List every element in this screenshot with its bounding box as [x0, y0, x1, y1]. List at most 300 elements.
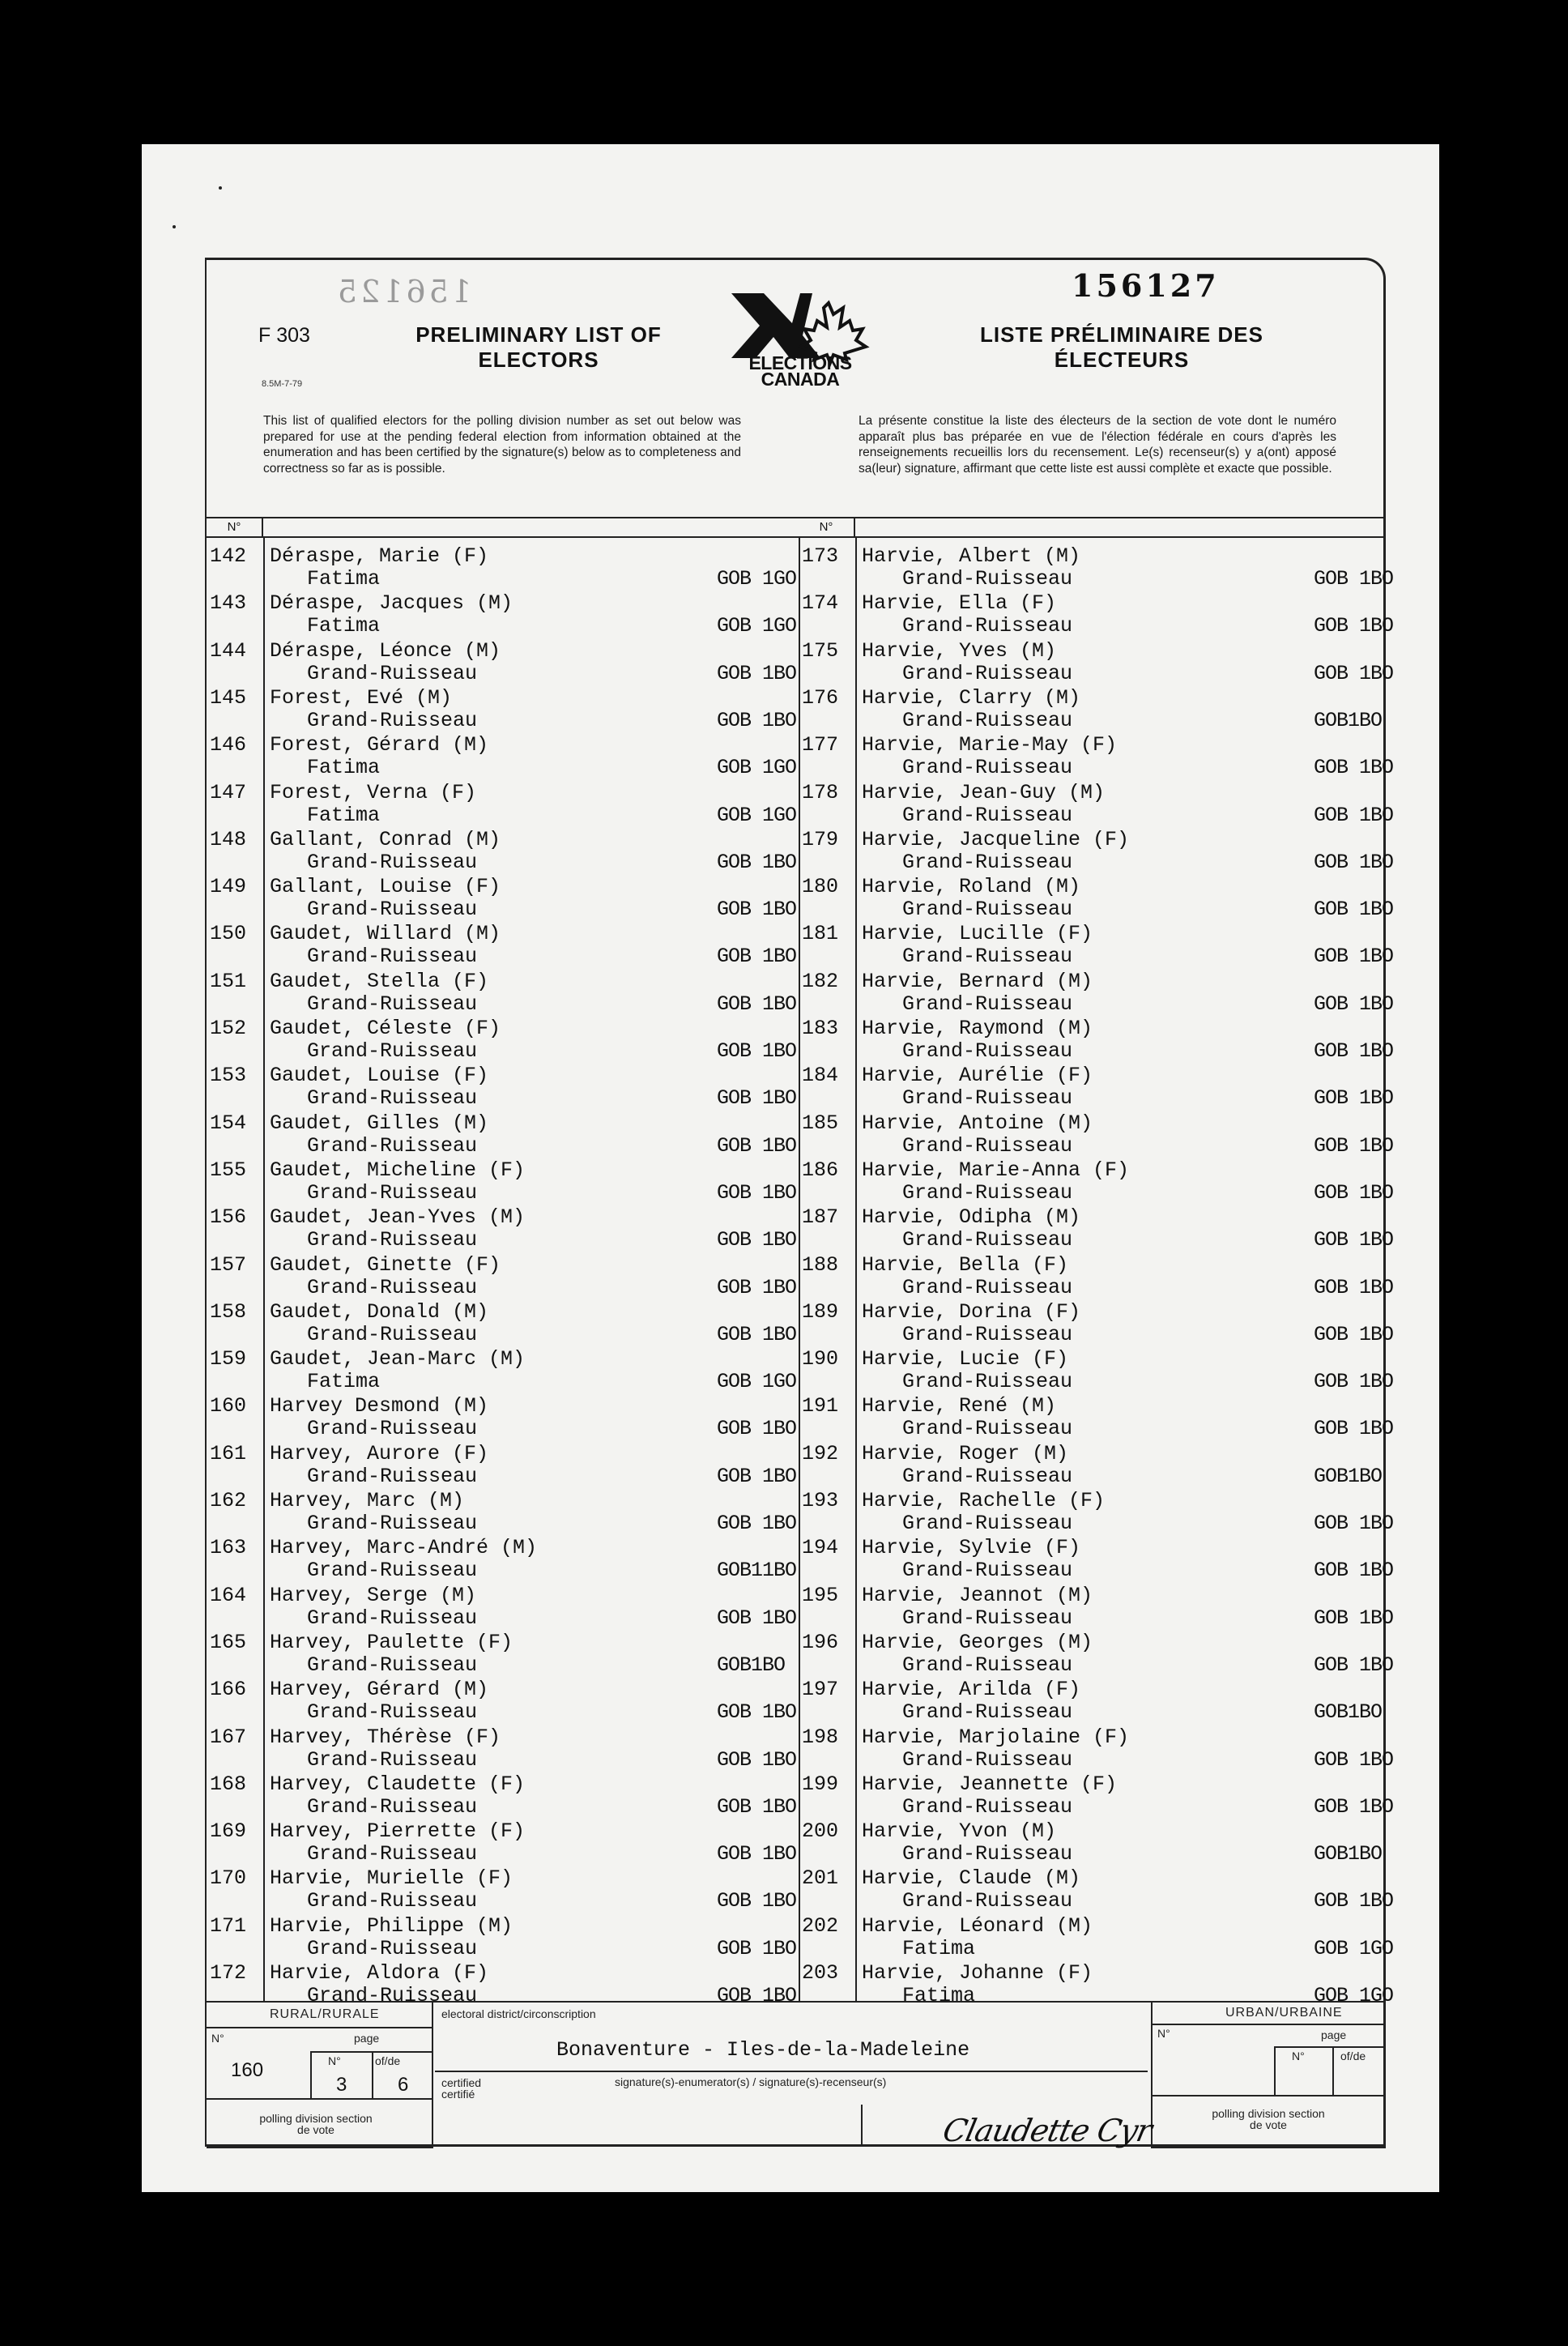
- elector-name: Gaudet, Céleste (F): [270, 1017, 501, 1040]
- elector-locality: Grand-Ruisseau: [902, 1322, 1073, 1346]
- postal-code: GOB 1BO: [717, 1936, 797, 1960]
- elector-number: 194: [802, 1536, 839, 1560]
- elector-locality: Grand-Ruisseau: [307, 1039, 478, 1063]
- postal-code: GOB 1BO: [1314, 1370, 1394, 1394]
- postal-code: GOB 1BO: [717, 1133, 797, 1158]
- elector-locality: Grand-Ruisseau: [902, 661, 1073, 685]
- elector-locality: Grand-Ruisseau: [902, 1842, 1073, 1866]
- elector-locality: Grand-Ruisseau: [902, 614, 1073, 638]
- elector-number: 192: [802, 1441, 839, 1465]
- serial-number: 156127: [1072, 267, 1220, 304]
- elector-number: 200: [802, 1819, 839, 1844]
- elector-number: 196: [802, 1630, 839, 1654]
- postal-code: GOB1BO: [1314, 1842, 1383, 1866]
- elector-number: 179: [802, 827, 839, 851]
- elector-name: Déraspe, Jacques (M): [270, 591, 513, 616]
- rural-page-divider: [372, 2051, 373, 2100]
- enumerator-signature: Claudette Cyr: [940, 2113, 1155, 2148]
- postal-code: GOB 1BO: [717, 1086, 797, 1111]
- elector-name: Harvie, Johanne (F): [862, 1961, 1093, 1985]
- elector-locality: Grand-Ruisseau: [902, 1228, 1073, 1252]
- elector-locality: Grand-Ruisseau: [307, 1606, 478, 1630]
- elector-locality: Grand-Ruisseau: [902, 1747, 1073, 1772]
- elector-number: 189: [802, 1299, 839, 1324]
- elector-row: [799, 1158, 1394, 1205]
- elector-number: 148: [210, 827, 247, 851]
- rural-page-of-label: of/de: [375, 2054, 401, 2067]
- rural-page-no-label: N°: [328, 2054, 341, 2067]
- elector-number: 174: [802, 591, 839, 616]
- rural-no-label: N°: [211, 2032, 224, 2045]
- elector-name: Harvey Desmond (M): [270, 1394, 489, 1418]
- elector-number: 164: [210, 1583, 247, 1607]
- postal-code: GOB 1BO: [1314, 1512, 1394, 1535]
- left-entries: [207, 538, 804, 2007]
- elector-name: Harvie, Sylvie (F): [862, 1536, 1081, 1560]
- elector-locality: Grand-Ruisseau: [902, 1133, 1073, 1158]
- elector-number: 181: [802, 922, 839, 946]
- elector-number: 161: [210, 1441, 247, 1465]
- postal-code: GOB 1BO: [1314, 661, 1394, 685]
- elector-number: 177: [802, 733, 839, 757]
- elector-number: 165: [210, 1630, 247, 1654]
- rural-page-total: 6: [398, 2074, 409, 2096]
- postal-code: GOB 1BO: [717, 898, 797, 922]
- urban-polling-label: polling division section de vote: [1212, 2107, 1325, 2131]
- elector-name: Harvie, Antoine (M): [862, 1111, 1093, 1135]
- elector-locality: Grand-Ruisseau: [307, 1086, 478, 1111]
- district-value: Bonaventure - Iles-de-la-Madeleine: [556, 2038, 970, 2062]
- logo-text-canada: CANADA: [761, 369, 840, 390]
- elector-locality: Grand-Ruisseau: [902, 1653, 1073, 1677]
- postal-code: GOB 1BO: [717, 661, 797, 685]
- elector-row: [207, 970, 804, 1017]
- form-number: F 303: [258, 324, 310, 347]
- elector-number: 183: [802, 1017, 839, 1040]
- elector-number: 188: [802, 1252, 839, 1277]
- elector-locality: Grand-Ruisseau: [307, 661, 478, 685]
- elector-number: 201: [802, 1866, 839, 1891]
- postal-code: GOB 1BO: [1314, 1275, 1394, 1299]
- title-english: PRELIMINARY LIST OF ELECTORS: [415, 322, 662, 372]
- postal-code: GOB 1BO: [717, 1889, 797, 1913]
- postal-code: GOB 1BO: [717, 1322, 797, 1346]
- postal-code: GOB1BO: [1314, 1464, 1383, 1488]
- elector-number: 195: [802, 1583, 839, 1607]
- elector-name: Forest, Verna (F): [270, 780, 477, 804]
- print-code: 8.5M-7-79: [262, 379, 303, 389]
- elector-row: [207, 1442, 804, 1489]
- postal-code: GOB 1GO: [717, 756, 797, 780]
- postal-code: GOB1BO: [717, 1653, 786, 1677]
- elector-locality: Grand-Ruisseau: [307, 1133, 478, 1158]
- elector-locality: Grand-Ruisseau: [307, 1275, 478, 1299]
- postal-code: GOB 1BO: [1314, 1133, 1394, 1158]
- elector-row: [799, 638, 1394, 686]
- elector-name: Gaudet, Stella (F): [270, 969, 489, 993]
- elector-name: Harvey, Thérèse (F): [270, 1725, 501, 1749]
- elector-name: Harvie, Jean-Guy (M): [862, 780, 1106, 804]
- elector-locality: Grand-Ruisseau: [902, 1700, 1073, 1725]
- elector-name: Déraspe, Marie (F): [270, 544, 489, 568]
- elector-row: [207, 1631, 804, 1678]
- elector-number: 154: [210, 1111, 247, 1135]
- elector-name: Harvie, Murielle (F): [270, 1866, 513, 1891]
- postal-code: GOB 1BO: [1314, 1322, 1394, 1346]
- ghost-serial-number: 156125: [334, 274, 472, 309]
- elector-number: 163: [210, 1536, 247, 1560]
- postal-code: GOB 1BO: [1314, 1889, 1394, 1913]
- elector-number: 178: [802, 780, 839, 804]
- rural-label: RURAL/RURALE: [270, 2007, 380, 2021]
- postal-code: GOB 1BO: [1314, 850, 1394, 874]
- elector-number: 159: [210, 1347, 247, 1371]
- postal-code: GOB 1BO: [1314, 567, 1394, 591]
- elector-row: [207, 1819, 804, 1866]
- elector-number: 168: [210, 1772, 247, 1796]
- elector-name: Harvie, Ella (F): [862, 591, 1057, 616]
- elector-number: 158: [210, 1299, 247, 1324]
- right-entries: [799, 538, 1394, 2007]
- elector-name: Harvie, Lucille (F): [862, 922, 1093, 946]
- elector-name: Harvie, Marjolaine (F): [862, 1725, 1130, 1749]
- elector-name: Harvie, Odipha (M): [862, 1205, 1081, 1230]
- elector-row: [207, 1300, 804, 1347]
- elector-locality: Grand-Ruisseau: [307, 1559, 478, 1583]
- elector-row: [207, 1347, 804, 1394]
- elector-locality: Grand-Ruisseau: [902, 567, 1073, 591]
- elector-locality: Grand-Ruisseau: [307, 945, 478, 969]
- elector-number: 176: [802, 685, 839, 710]
- elector-locality: Grand-Ruisseau: [307, 1700, 478, 1725]
- elector-name: Harvey, Pierrette (F): [270, 1819, 526, 1844]
- elector-number: 145: [210, 685, 247, 710]
- elector-number: 143: [210, 591, 247, 616]
- logo-text-elections: ELECTIONS: [748, 352, 852, 373]
- elector-name: Gallant, Conrad (M): [270, 827, 501, 851]
- elector-locality: Grand-Ruisseau: [902, 1794, 1073, 1819]
- postal-code: GOB 1BO: [717, 1039, 797, 1063]
- elector-row: [799, 1630, 1394, 1678]
- postal-code: GOB 1GO: [717, 1370, 797, 1394]
- elector-number: 160: [210, 1394, 247, 1418]
- elector-name: Harvie, Clarry (M): [862, 685, 1081, 710]
- elector-number: 151: [210, 969, 247, 993]
- postal-code: GOB 1BO: [717, 1417, 797, 1441]
- postal-code: GOB 1BO: [1314, 1039, 1394, 1063]
- margin-mark: [173, 225, 176, 228]
- elector-row: [207, 781, 804, 828]
- elector-row: [799, 1442, 1383, 1489]
- elector-locality: Grand-Ruisseau: [902, 1039, 1073, 1063]
- elector-name: Déraspe, Léonce (M): [270, 638, 501, 663]
- postal-code: GOB 1BO: [1314, 898, 1394, 922]
- elector-locality: Fatima: [307, 614, 381, 638]
- elector-name: Harvie, Jacqueline (F): [862, 827, 1130, 851]
- elector-row: [799, 827, 1394, 875]
- elector-locality: Grand-Ruisseau: [307, 1842, 478, 1866]
- elector-locality: Grand-Ruisseau: [902, 1370, 1073, 1394]
- urban-page-divider: [1332, 2046, 1334, 2096]
- postal-code: GOB 1BO: [1314, 1417, 1394, 1441]
- elector-number: 175: [802, 638, 839, 663]
- elector-name: Harvey, Claudette (F): [270, 1772, 526, 1796]
- elector-name: Harvie, Bernard (M): [862, 969, 1093, 993]
- elector-locality: Grand-Ruisseau: [902, 756, 1073, 780]
- district-underline: [435, 2071, 1148, 2072]
- elector-name: Harvey, Marc-André (M): [270, 1536, 538, 1560]
- elector-name: Harvie, Rachelle (F): [862, 1489, 1106, 1512]
- elector-locality: Grand-Ruisseau: [307, 1322, 478, 1346]
- elector-number: 170: [210, 1866, 247, 1891]
- elector-number: 150: [210, 922, 247, 946]
- elector-locality: Grand-Ruisseau: [307, 708, 478, 732]
- elector-number: 146: [210, 733, 247, 757]
- urban-label: URBAN/URBAINE: [1225, 2006, 1343, 2020]
- postal-code: GOB 1BO: [717, 1275, 797, 1299]
- postal-code: GOB 1BO: [1314, 1747, 1394, 1772]
- elector-locality: Grand-Ruisseau: [902, 945, 1073, 969]
- elector-locality: Grand-Ruisseau: [307, 1464, 478, 1488]
- postal-code: GOB 1BO: [1314, 1794, 1394, 1819]
- elector-row: [207, 1017, 804, 1064]
- elector-locality: Grand-Ruisseau: [902, 1512, 1073, 1535]
- rural-page-number: 3: [336, 2074, 347, 2096]
- elector-locality: Grand-Ruisseau: [307, 1794, 478, 1819]
- postal-code: GOB 1BO: [1314, 992, 1394, 1016]
- postal-code: GOB 1BO: [717, 992, 797, 1016]
- postal-code: GOB 1BO: [1314, 1559, 1394, 1583]
- form-footer: [207, 2001, 1386, 2147]
- postal-code: GOB11BO: [717, 1559, 797, 1583]
- urban-page-no-label: N°: [1292, 2050, 1305, 2062]
- elector-name: Harvey, Gérard (M): [270, 1678, 489, 1702]
- elector-name: Harvie, Jeannette (F): [862, 1772, 1118, 1796]
- elector-locality: Grand-Ruisseau: [902, 898, 1073, 922]
- elector-number: 197: [802, 1678, 839, 1702]
- elector-name: Harvey, Aurore (F): [270, 1441, 489, 1465]
- district-label: electoral district/circonscription: [441, 2007, 596, 2020]
- postal-code: GOB 1GO: [1314, 1984, 1394, 2007]
- elector-name: Harvie, Georges (M): [862, 1630, 1093, 1654]
- elector-name: Gallant, Louise (F): [270, 875, 501, 899]
- elector-row: [207, 1914, 804, 1961]
- elector-row: [799, 1678, 1383, 1725]
- elector-locality: Grand-Ruisseau: [307, 1417, 478, 1441]
- elector-row: [799, 780, 1394, 828]
- elector-row: [207, 1253, 804, 1300]
- elector-row: [207, 1772, 804, 1819]
- elector-number: 167: [210, 1725, 247, 1749]
- elector-name: Forest, Gérard (M): [270, 733, 489, 757]
- elector-number: 203: [802, 1961, 839, 1985]
- elector-row: [799, 1347, 1394, 1394]
- elector-name: Forest, Evé (M): [270, 685, 453, 710]
- postal-code: GOB 1BO: [1314, 1086, 1394, 1111]
- postal-code: GOB 1BO: [717, 1842, 797, 1866]
- elector-locality: Fatima: [902, 1984, 976, 2007]
- postal-code: GOB 1GO: [717, 614, 797, 638]
- elector-name: Gaudet, Jean-Yves (M): [270, 1205, 526, 1230]
- elector-name: Harvie, Philippe (M): [270, 1913, 513, 1938]
- signature-tick: [861, 2105, 863, 2145]
- elector-locality: Grand-Ruisseau: [307, 1984, 478, 2007]
- elector-row: [799, 1111, 1394, 1158]
- elector-number: 144: [210, 638, 247, 663]
- elector-row: [799, 1866, 1394, 1913]
- elector-locality: Grand-Ruisseau: [902, 708, 1073, 732]
- postal-code: GOB 1BO: [717, 1512, 797, 1535]
- postal-code: GOB1BO: [1314, 1700, 1383, 1725]
- elector-row: [207, 1205, 804, 1252]
- elector-name: Harvie, Aldora (F): [270, 1961, 489, 1985]
- elector-list-right: [799, 517, 1394, 2007]
- elector-row: [207, 686, 804, 733]
- column-number-label: N°: [207, 518, 263, 536]
- elector-row: [799, 1725, 1394, 1772]
- elector-locality: Grand-Ruisseau: [902, 1086, 1073, 1111]
- signature-label: signature(s)-enumerator(s) / signature(s)-recenseur(s): [615, 2075, 887, 2088]
- elector-row: [799, 1017, 1394, 1064]
- elector-row: [799, 1252, 1394, 1300]
- elector-row: [799, 1489, 1394, 1536]
- postal-code: GOB 1GO: [717, 803, 797, 827]
- postal-code: GOB 1BO: [1314, 803, 1394, 827]
- postal-code: GOB 1BO: [1314, 1653, 1394, 1677]
- document-page: [142, 144, 1439, 2192]
- rural-polling-number: 160: [231, 2059, 264, 2081]
- elector-number: 191: [802, 1394, 839, 1418]
- elector-row: [207, 1489, 804, 1536]
- elector-row: [799, 1583, 1394, 1631]
- elector-name: Harvie, Arilda (F): [862, 1678, 1081, 1702]
- elector-name: Gaudet, Micheline (F): [270, 1158, 526, 1182]
- postal-code: GOB 1BO: [717, 1984, 797, 2007]
- column-number-label: N°: [799, 518, 855, 536]
- elector-name: Harvie, Léonard (M): [862, 1913, 1093, 1938]
- elector-row: [207, 1158, 804, 1205]
- elector-number: 184: [802, 1064, 839, 1088]
- postal-code: GOB1BO: [1314, 708, 1383, 732]
- elector-row: [799, 1394, 1394, 1441]
- elector-name: Gaudet, Louise (F): [270, 1064, 489, 1088]
- elector-name: Harvie, René (M): [862, 1394, 1057, 1418]
- logo-wordmark: [723, 352, 877, 390]
- elector-number: 199: [802, 1772, 839, 1796]
- elector-number: 162: [210, 1489, 247, 1512]
- elector-name: Harvie, Marie-Anna (F): [862, 1158, 1130, 1182]
- elector-name: Harvie, Yves (M): [862, 638, 1057, 663]
- elector-name: Gaudet, Ginette (F): [270, 1252, 501, 1277]
- postal-code: GOB 1BO: [1314, 1228, 1394, 1252]
- elector-locality: Grand-Ruisseau: [307, 1180, 478, 1205]
- elector-number: 142: [210, 544, 247, 568]
- certified-label: certified certifié: [441, 2076, 482, 2101]
- elector-number: 202: [802, 1913, 839, 1938]
- postal-code: GOB 1BO: [1314, 945, 1394, 969]
- postal-code: GOB 1BO: [1314, 1180, 1394, 1205]
- elector-number: 186: [802, 1158, 839, 1182]
- elector-name: Gaudet, Jean-Marc (M): [270, 1347, 526, 1371]
- elector-number: 155: [210, 1158, 247, 1182]
- elector-row: [799, 1205, 1394, 1252]
- postal-code: GOB 1BO: [717, 945, 797, 969]
- column-header: [799, 517, 1383, 538]
- elector-locality: Grand-Ruisseau: [307, 1228, 478, 1252]
- elector-row: [799, 1819, 1383, 1866]
- elector-row: [799, 1536, 1394, 1583]
- elector-row: [207, 922, 804, 969]
- elector-locality: Fatima: [307, 756, 381, 780]
- elector-number: 169: [210, 1819, 247, 1844]
- postal-code: GOB 1BO: [717, 1606, 797, 1630]
- margin-mark: [219, 186, 222, 190]
- elector-locality: Fatima: [307, 1370, 381, 1394]
- urban-page-of-label: of/de: [1340, 2050, 1366, 2062]
- rural-polling-label: polling division section de vote: [259, 2112, 373, 2136]
- elector-name: Harvie, Lucie (F): [862, 1347, 1069, 1371]
- elector-number: 173: [802, 544, 839, 568]
- elector-locality: Grand-Ruisseau: [307, 1936, 478, 1960]
- elector-row: [207, 544, 804, 591]
- elector-row: [207, 1866, 804, 1913]
- elector-locality: Grand-Ruisseau: [902, 1464, 1073, 1488]
- elector-name: Harvie, Marie-May (F): [862, 733, 1118, 757]
- elector-row: [207, 1064, 804, 1111]
- elector-row: [799, 922, 1394, 969]
- elector-row: [207, 639, 804, 686]
- elector-number: 156: [210, 1205, 247, 1230]
- elector-locality: Grand-Ruisseau: [902, 1606, 1073, 1630]
- elector-locality: Grand-Ruisseau: [902, 850, 1073, 874]
- column-header: [207, 517, 804, 538]
- elector-locality: Grand-Ruisseau: [307, 1889, 478, 1913]
- elector-name: Harvie, Albert (M): [862, 544, 1081, 568]
- elector-locality: Grand-Ruisseau: [307, 898, 478, 922]
- elector-locality: Grand-Ruisseau: [902, 1889, 1073, 1913]
- elector-locality: Grand-Ruisseau: [307, 1747, 478, 1772]
- elector-number: 180: [802, 875, 839, 899]
- elector-row: [207, 733, 804, 780]
- elector-number: 182: [802, 969, 839, 993]
- postal-code: GOB 1BO: [717, 1228, 797, 1252]
- elector-name: Harvie, Yvon (M): [862, 1819, 1057, 1844]
- elector-name: Harvie, Roland (M): [862, 875, 1081, 899]
- elector-row: [799, 686, 1383, 733]
- elector-row: [799, 1913, 1394, 1961]
- elector-row: [207, 1111, 804, 1158]
- elector-name: Harvie, Bella (F): [862, 1252, 1069, 1277]
- elector-number: 187: [802, 1205, 839, 1230]
- elector-number: 152: [210, 1017, 247, 1040]
- elector-row: [207, 1536, 804, 1583]
- elector-locality: Fatima: [307, 567, 381, 591]
- elector-locality: Fatima: [307, 803, 381, 827]
- elector-locality: Grand-Ruisseau: [902, 992, 1073, 1016]
- postal-code: GOB 1BO: [717, 1747, 797, 1772]
- elector-number: 171: [210, 1913, 247, 1938]
- elector-name: Gaudet, Donald (M): [270, 1299, 489, 1324]
- elector-number: 185: [802, 1111, 839, 1135]
- elector-name: Harvie, Jeannot (M): [862, 1583, 1093, 1607]
- urban-page-label: page: [1321, 2028, 1347, 2041]
- elector-row: [799, 875, 1394, 922]
- elector-row: [799, 1064, 1394, 1111]
- elector-name: Harvie, Claude (M): [862, 1866, 1081, 1891]
- elector-locality: Grand-Ruisseau: [307, 1653, 478, 1677]
- elector-name: Harvey, Serge (M): [270, 1583, 477, 1607]
- elector-name: Harvey, Paulette (F): [270, 1630, 513, 1654]
